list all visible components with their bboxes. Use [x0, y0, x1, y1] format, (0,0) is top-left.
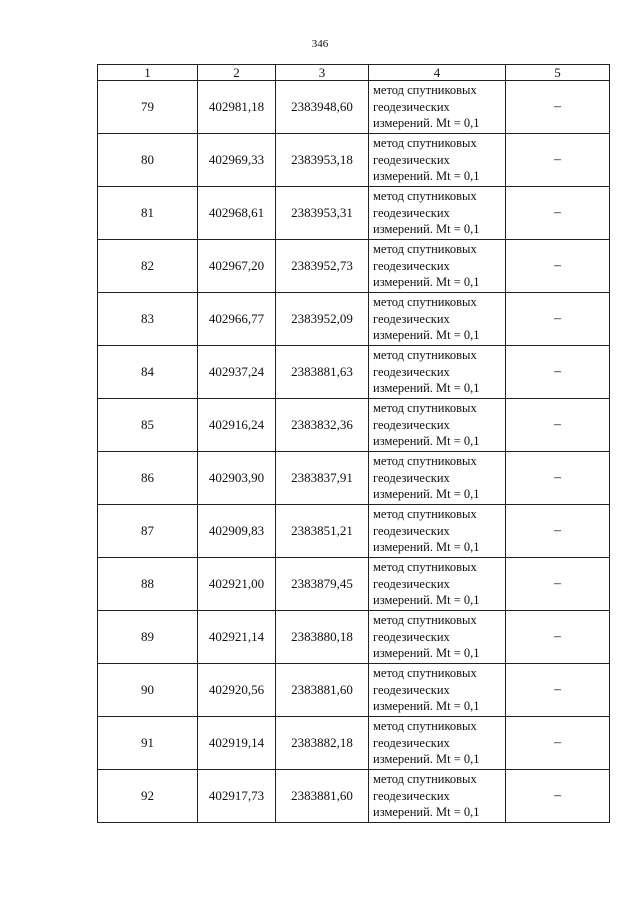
note-cell: – [506, 399, 610, 452]
table-row [98, 293, 610, 346]
table-row [98, 240, 610, 293]
method-line: измерений. Mt = 0,1 [373, 116, 480, 131]
table-row [98, 134, 610, 187]
method-cell [369, 611, 506, 664]
x-coordinate-cell: 402921,00 [198, 558, 276, 611]
method-line: геодезических [373, 735, 450, 750]
method-cell [369, 717, 506, 770]
note-cell: – [506, 717, 610, 770]
point-number-cell: 81 [98, 187, 198, 240]
x-coordinate-cell: 402921,14 [198, 611, 276, 664]
point-number-cell: 88 [98, 558, 198, 611]
method-cell [369, 452, 506, 505]
method-line: измерений. Mt = 0,1 [373, 593, 480, 608]
page-number: 346 [311, 38, 329, 50]
note-cell: – [506, 558, 610, 611]
method-line: геодезических [373, 788, 450, 803]
point-number-cell: 82 [98, 240, 198, 293]
method-line: метод спутниковых [373, 401, 477, 416]
note-cell: – [506, 187, 610, 240]
point-number-cell: 87 [98, 505, 198, 558]
method-line: геодезических [373, 99, 450, 114]
method-line: геодезических [373, 576, 450, 591]
y-coordinate-cell: 2383837,91 [276, 452, 369, 505]
method-cell [369, 346, 506, 399]
method-line: измерений. Mt = 0,1 [373, 646, 480, 661]
header-col-2: 2 [198, 65, 276, 81]
method-line: измерений. Mt = 0,1 [373, 275, 480, 290]
method-cell [369, 399, 506, 452]
y-coordinate-cell: 2383881,60 [276, 664, 369, 717]
method-line: метод спутниковых [373, 454, 477, 469]
method-line: геодезических [373, 682, 450, 697]
note-cell: – [506, 770, 610, 823]
method-cell [369, 770, 506, 823]
method-line: метод спутниковых [373, 613, 477, 628]
point-number-cell: 90 [98, 664, 198, 717]
method-line: метод спутниковых [373, 507, 477, 522]
point-number-cell: 79 [98, 81, 198, 134]
header-row [98, 65, 610, 81]
method-line: геодезических [373, 364, 450, 379]
point-number-cell: 92 [98, 770, 198, 823]
method-line: метод спутниковых [373, 560, 477, 575]
note-cell: – [506, 240, 610, 293]
note-cell: – [506, 134, 610, 187]
y-coordinate-cell: 2383879,45 [276, 558, 369, 611]
table-row [98, 611, 610, 664]
table-row [98, 346, 610, 399]
table-row [98, 452, 610, 505]
note-cell: – [506, 81, 610, 134]
table-row [98, 664, 610, 717]
method-line: метод спутниковых [373, 189, 477, 204]
table-row [98, 717, 610, 770]
method-cell [369, 134, 506, 187]
point-number-cell: 91 [98, 717, 198, 770]
header-col-5: 5 [506, 65, 610, 81]
method-cell [369, 187, 506, 240]
point-number-cell: 86 [98, 452, 198, 505]
y-coordinate-cell: 2383851,21 [276, 505, 369, 558]
y-coordinate-cell: 2383881,63 [276, 346, 369, 399]
method-cell [369, 293, 506, 346]
method-line: измерений. Mt = 0,1 [373, 381, 480, 396]
note-cell: – [506, 505, 610, 558]
table-row [98, 770, 610, 823]
note-cell: – [506, 346, 610, 399]
header-col-1: 1 [98, 65, 198, 81]
method-cell [369, 558, 506, 611]
x-coordinate-cell: 402909,83 [198, 505, 276, 558]
method-line: метод спутниковых [373, 242, 477, 257]
note-cell: – [506, 611, 610, 664]
method-cell [369, 81, 506, 134]
point-number-cell: 84 [98, 346, 198, 399]
point-number-cell: 89 [98, 611, 198, 664]
x-coordinate-cell: 402916,24 [198, 399, 276, 452]
method-line: метод спутниковых [373, 295, 477, 310]
x-coordinate-cell: 402968,61 [198, 187, 276, 240]
method-line: измерений. Mt = 0,1 [373, 752, 480, 767]
method-line: геодезических [373, 152, 450, 167]
header-col-3: 3 [276, 65, 369, 81]
header-col-4: 4 [369, 65, 506, 81]
x-coordinate-cell: 402903,90 [198, 452, 276, 505]
y-coordinate-cell: 2383952,09 [276, 293, 369, 346]
method-line: измерений. Mt = 0,1 [373, 805, 480, 820]
method-line: геодезических [373, 523, 450, 538]
y-coordinate-cell: 2383832,36 [276, 399, 369, 452]
method-line: метод спутниковых [373, 83, 477, 98]
table-body [98, 81, 610, 823]
x-coordinate-cell: 402917,73 [198, 770, 276, 823]
x-coordinate-cell: 402937,24 [198, 346, 276, 399]
point-number-cell: 85 [98, 399, 198, 452]
point-number-cell: 83 [98, 293, 198, 346]
method-cell [369, 664, 506, 717]
method-cell [369, 505, 506, 558]
method-line: геодезических [373, 311, 450, 326]
method-cell [369, 240, 506, 293]
method-line: измерений. Mt = 0,1 [373, 487, 480, 502]
note-cell: – [506, 664, 610, 717]
method-line: метод спутниковых [373, 666, 477, 681]
table-row [98, 399, 610, 452]
y-coordinate-cell: 2383880,18 [276, 611, 369, 664]
method-line: измерений. Mt = 0,1 [373, 328, 480, 343]
table-row [98, 505, 610, 558]
method-line: метод спутниковых [373, 719, 477, 734]
point-number-cell: 80 [98, 134, 198, 187]
method-line: метод спутниковых [373, 348, 477, 363]
method-line: метод спутниковых [373, 136, 477, 151]
method-line: геодезических [373, 205, 450, 220]
x-coordinate-cell: 402981,18 [198, 81, 276, 134]
y-coordinate-cell: 2383953,18 [276, 134, 369, 187]
x-coordinate-cell: 402920,56 [198, 664, 276, 717]
table-header [98, 65, 610, 81]
y-coordinate-cell: 2383882,18 [276, 717, 369, 770]
note-cell: – [506, 293, 610, 346]
y-coordinate-cell: 2383952,73 [276, 240, 369, 293]
x-coordinate-cell: 402967,20 [198, 240, 276, 293]
method-line: измерений. Mt = 0,1 [373, 434, 480, 449]
method-line: измерений. Mt = 0,1 [373, 699, 480, 714]
table-row [98, 81, 610, 134]
x-coordinate-cell: 402966,77 [198, 293, 276, 346]
y-coordinate-cell: 2383948,60 [276, 81, 369, 134]
table-row [98, 187, 610, 240]
method-line: геодезических [373, 258, 450, 273]
method-line: геодезических [373, 470, 450, 485]
x-coordinate-cell: 402919,14 [198, 717, 276, 770]
method-line: геодезических [373, 629, 450, 644]
x-coordinate-cell: 402969,33 [198, 134, 276, 187]
method-line: геодезических [373, 417, 450, 432]
method-line: измерений. Mt = 0,1 [373, 540, 480, 555]
table-row [98, 558, 610, 611]
method-line: метод спутниковых [373, 772, 477, 787]
note-cell: – [506, 452, 610, 505]
coordinates-table [97, 64, 610, 823]
method-line: измерений. Mt = 0,1 [373, 222, 480, 237]
y-coordinate-cell: 2383953,31 [276, 187, 369, 240]
y-coordinate-cell: 2383881,60 [276, 770, 369, 823]
method-line: измерений. Mt = 0,1 [373, 169, 480, 184]
